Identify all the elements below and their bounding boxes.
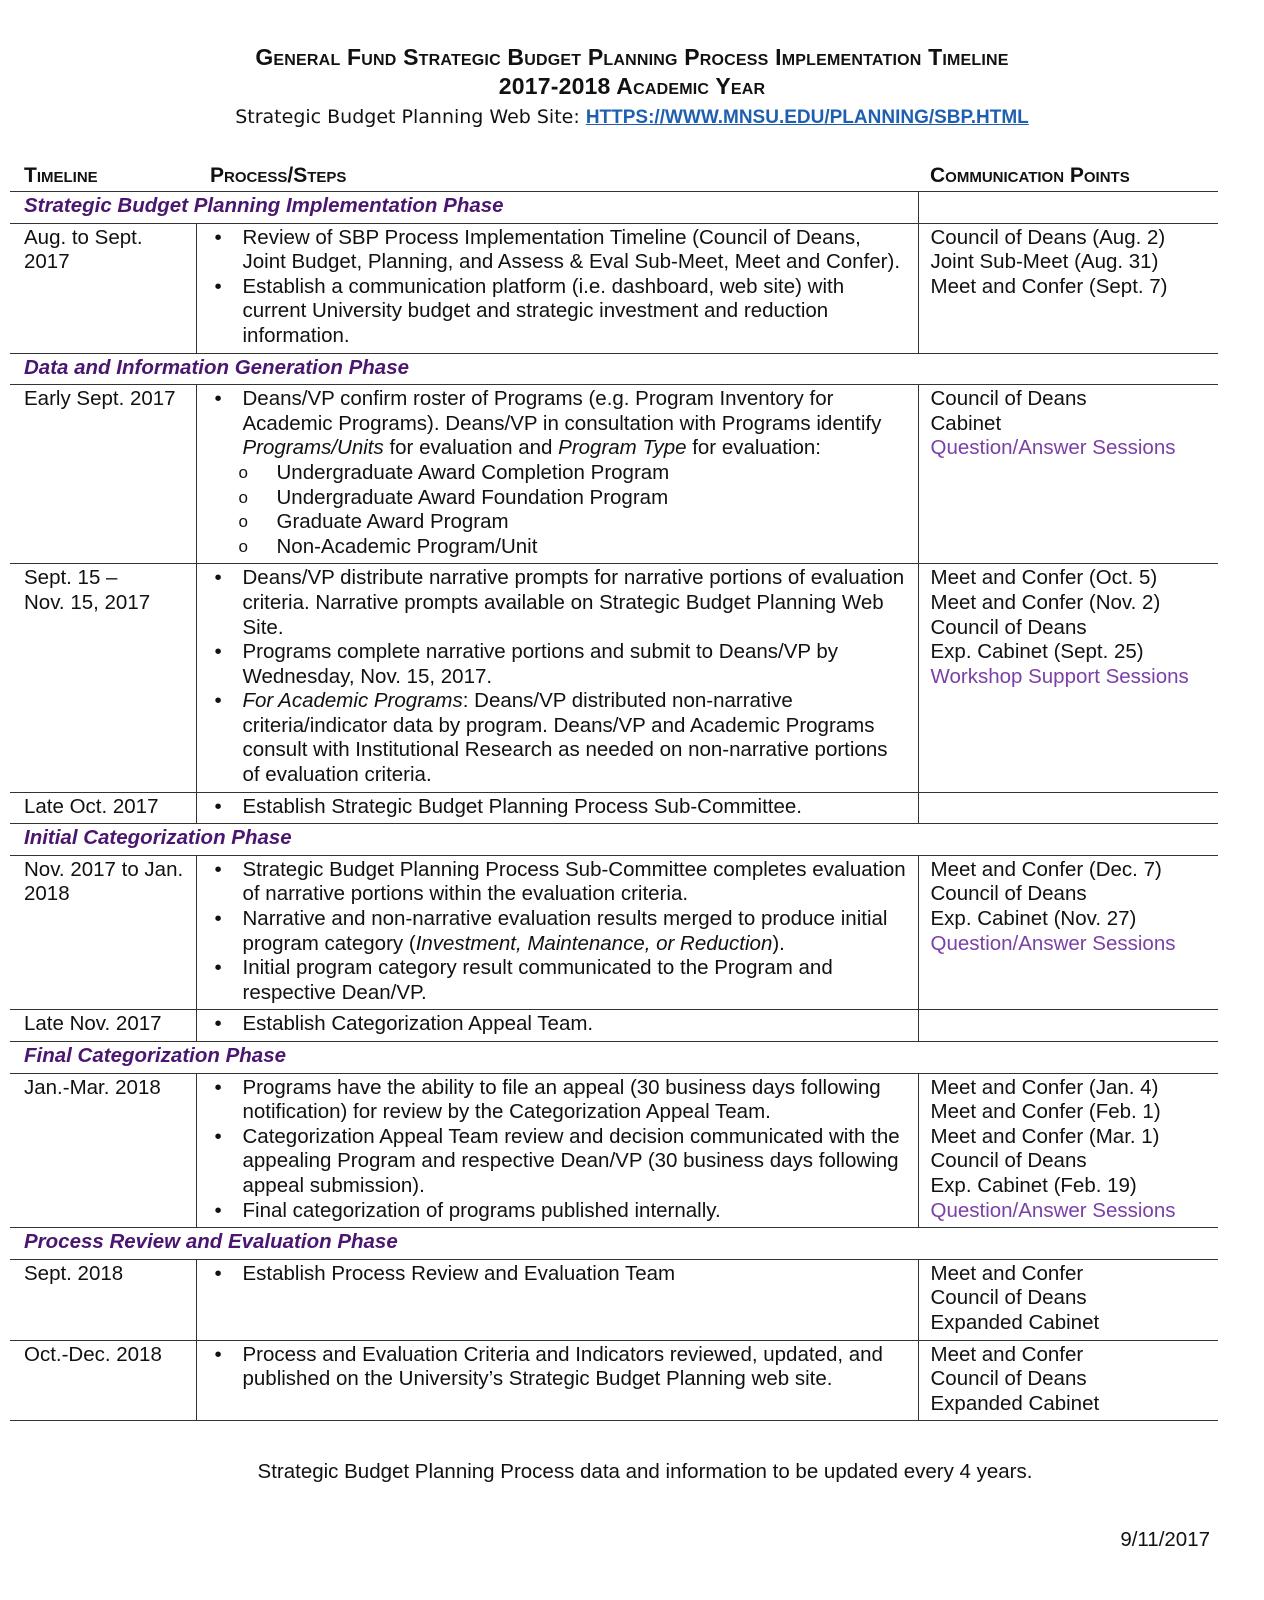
list-item: • Initial program category result communicated to the Program and respective Dean/VP.	[243, 956, 910, 1005]
table-row	[10, 385, 1218, 564]
communication-item: Meet and Confer	[930, 1261, 1084, 1285]
list-item: • Review of SBP Process Implementation Timeline (Council of Deans, Joint Budget, Planning, and Assess & Eval Sub-Meet, Meet and Confer).	[243, 226, 910, 275]
list-item: • Programs complete narrative portions and submit to Deans/VP by Wednesday, Nov. 15, 2017.	[243, 640, 910, 689]
list-item: • Process and Evaluation Criteria and Indicators reviewed, updated, and published on the University’s Strategic Budget Planning web site.	[243, 1343, 910, 1392]
timeline-cell: Nov. 2017 to Jan. 2018	[10, 855, 196, 1010]
table-row	[10, 1073, 1218, 1228]
communication-item: Council of Deans	[930, 1149, 1087, 1173]
communication-item: Expanded Cabinet	[930, 1391, 1100, 1415]
communication-cell	[918, 855, 1218, 1010]
document-date: 9/11/2017	[1120, 1528, 1210, 1551]
header-timeline: Timeline	[10, 160, 196, 192]
document-title: General Fund Strategic Budget Planning Process Implementation Timeline	[255, 44, 1009, 70]
timeline-table	[10, 160, 1218, 1421]
table-row	[10, 564, 1218, 792]
table-row	[10, 1259, 1218, 1340]
steps-cell	[196, 792, 918, 824]
phase-heading: Final Categorization Phase	[10, 1042, 1218, 1074]
footer-note: Strategic Budget Planning Process data and information to be updated every 4 years.	[257, 1460, 1033, 1483]
list-item: • Programs have the ability to file an appeal (30 business days following notification) for review by the Categorization Appeal Team.	[243, 1076, 910, 1125]
table-header-row	[10, 160, 1218, 192]
communication-item: Council of Deans	[930, 615, 1087, 639]
table-row	[10, 1340, 1218, 1421]
qa-sessions-link[interactable]: Question/Answer Sessions	[930, 436, 1176, 460]
communication-item: Meet and Confer	[930, 1342, 1084, 1366]
communication-item: Council of Deans (Aug. 2)	[930, 225, 1166, 249]
communication-cell	[918, 385, 1218, 564]
timeline-cell: Oct.-Dec. 2018	[10, 1340, 196, 1421]
communication-item: Meet and Confer (Jan. 4)	[930, 1075, 1159, 1099]
qa-sessions-link[interactable]: Question/Answer Sessions	[930, 1198, 1176, 1222]
header-process: Process/Steps	[196, 160, 918, 192]
list-item: • Deans/VP confirm roster of Programs (e.g. Program Inventory for Academic Programs). Deans/VP in consultation with Programs identify Programs/Units for evaluation and Program Type for evaluation:	[243, 387, 910, 461]
sub-list-item: o Undergraduate Award Foundation Program	[277, 486, 910, 511]
communication-item: Exp. Cabinet (Feb. 19)	[930, 1173, 1137, 1197]
communication-item: Meet and Confer (Feb. 1)	[930, 1100, 1161, 1124]
communication-item: Council of Deans	[930, 387, 1087, 411]
list-item: • Deans/VP distribute narrative prompts for narrative portions of evaluation criteria. Narrative prompts available on Strategic Budget Planning Web Site.	[243, 566, 910, 640]
list-item: • Establish Process Review and Evaluation Team	[243, 1262, 910, 1287]
steps-cell	[196, 855, 918, 1010]
document-subtitle: 2017-2018 Academic Year	[498, 73, 766, 99]
communication-cell	[918, 564, 1218, 792]
communication-item: Council of Deans	[930, 1367, 1087, 1391]
communication-item: Exp. Cabinet (Sept. 25)	[930, 640, 1144, 664]
steps-cell	[196, 223, 918, 353]
list-item: • Final categorization of programs published internally.	[243, 1199, 910, 1224]
communication-item: Meet and Confer (Oct. 5)	[930, 566, 1158, 590]
steps-cell	[196, 385, 918, 564]
communication-cell	[918, 1010, 1218, 1042]
timeline-cell: Late Nov. 2017	[10, 1010, 196, 1042]
communication-cell	[918, 1073, 1218, 1228]
timeline-cell: Jan.-Mar. 2018	[10, 1073, 196, 1228]
website-link[interactable]: HTTPS://WWW.MNSU.EDU/PLANNING/SBP.HTML	[585, 107, 1029, 128]
communication-cell	[918, 1340, 1218, 1421]
timeline-cell: Aug. to Sept. 2017	[10, 223, 196, 353]
table-row	[10, 792, 1218, 824]
website-label: Strategic Budget Planning Web Site:	[235, 106, 580, 128]
list-item: • For Academic Programs: Deans/VP distributed non-narrative criteria/indicator data by program. Deans/VP and Academic Programs consult with Institutional Research as needed on non-narrative portions of evaluation criteria.	[243, 689, 910, 787]
communication-item: Council of Deans	[930, 882, 1087, 906]
table-row	[10, 1010, 1218, 1042]
steps-cell	[196, 1259, 918, 1340]
list-item: • Strategic Budget Planning Process Sub-Committee completes evaluation of narrative portions within the evaluation criteria.	[243, 858, 910, 907]
timeline-cell: Early Sept. 2017	[10, 385, 196, 564]
communication-item: Council of Deans	[930, 1286, 1087, 1310]
communication-item: Exp. Cabinet (Nov. 27)	[930, 907, 1137, 931]
communication-item: Expanded Cabinet	[930, 1310, 1100, 1334]
sub-list-item: o Non-Academic Program/Unit	[277, 535, 910, 560]
phase-heading: Data and Information Generation Phase	[10, 353, 1218, 385]
communication-cell	[918, 1259, 1218, 1340]
list-item: • Establish Strategic Budget Planning Process Sub-Committee.	[243, 795, 910, 820]
communication-item: Meet and Confer (Sept. 7)	[930, 274, 1168, 298]
steps-cell	[196, 1010, 918, 1042]
communication-cell	[918, 223, 1218, 353]
list-item: • Establish Categorization Appeal Team.	[243, 1012, 910, 1037]
steps-cell	[196, 1340, 918, 1421]
phase-heading: Process Review and Evaluation Phase	[10, 1228, 1218, 1260]
list-item: • Narrative and non-narrative evaluation results merged to produce initial program category (Investment, Maintenance, or Reduction).	[243, 907, 910, 956]
workshop-sessions-link[interactable]: Workshop Support Sessions	[930, 664, 1189, 688]
sub-list-item: o Undergraduate Award Completion Program	[277, 461, 910, 486]
list-item: • Establish a communication platform (i.e. dashboard, web site) with current University budget and strategic investment and reduction information.	[243, 275, 910, 349]
communication-item: Joint Sub-Meet (Aug. 31)	[930, 250, 1159, 274]
sub-list-item: o Graduate Award Program	[277, 510, 910, 535]
steps-cell	[196, 1073, 918, 1228]
list-item: • Categorization Appeal Team review and decision communicated with the appealing Program and respective Dean/VP (30 business days following appeal submission).	[243, 1125, 910, 1199]
communication-item: Meet and Confer (Mar. 1)	[930, 1124, 1160, 1148]
steps-cell	[196, 564, 918, 792]
header-communication: Communication Points	[918, 160, 1218, 192]
timeline-cell: Late Oct. 2017	[10, 792, 196, 824]
table-row	[10, 855, 1218, 1010]
timeline-cell: Sept. 15 – Nov. 15, 2017	[10, 564, 196, 792]
website-line	[0, 106, 1264, 129]
communication-cell	[918, 792, 1218, 824]
qa-sessions-link[interactable]: Question/Answer Sessions	[930, 931, 1176, 955]
phase-heading: Initial Categorization Phase	[10, 824, 1218, 856]
communication-item: Meet and Confer (Nov. 2)	[930, 590, 1161, 614]
phase-heading: Strategic Budget Planning Implementation Phase	[10, 192, 918, 224]
communication-item: Meet and Confer (Dec. 7)	[930, 857, 1162, 881]
table-row	[10, 223, 1218, 353]
communication-item: Cabinet	[930, 411, 1002, 435]
timeline-cell: Sept. 2018	[10, 1259, 196, 1340]
